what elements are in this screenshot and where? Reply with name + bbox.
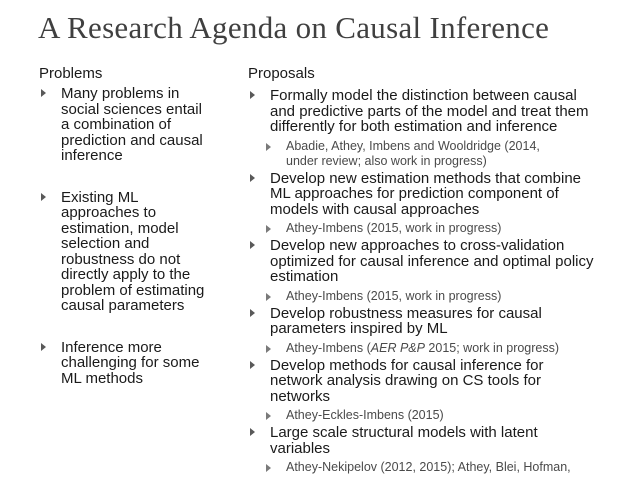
proposal-line: ML approaches for prediction component of	[270, 185, 559, 202]
proposal-reference	[248, 408, 638, 423]
problem-line: challenging for some	[61, 354, 200, 371]
reference-line: Athey-Nekipelov (2012, 2015); Athey, Blei, Hofman,	[286, 460, 571, 474]
proposal-line: differently for both estimation and inference	[270, 118, 558, 135]
problems-list	[39, 86, 229, 412]
proposal-line: parameters inspired by ML	[270, 320, 448, 337]
proposal-item	[248, 238, 638, 285]
problem-line: Many problems in	[61, 85, 180, 102]
proposal-line: models with causal approaches	[270, 200, 480, 218]
problem-line: a combination of	[61, 116, 172, 133]
problem-line: prediction and causal	[61, 131, 203, 149]
problem-item	[39, 86, 229, 164]
proposal-item	[248, 171, 638, 218]
problem-line: social sciences entail	[61, 100, 202, 118]
proposal-item	[248, 88, 638, 135]
problem-item	[39, 340, 229, 387]
reference-line: Athey-Imbens (2015, work in progress)	[286, 221, 502, 235]
problem-line: ML methods	[61, 369, 143, 387]
proposal-line: optimized for causal inference and optimal policy	[270, 252, 594, 270]
proposal-line: Develop methods for causal inference for	[270, 356, 544, 374]
bullet-arrow-icon	[266, 225, 271, 233]
problem-line: directly apply to the	[61, 266, 191, 283]
proposal-line: and predictive parts of the model and treat them	[270, 102, 589, 120]
bullet-arrow-icon	[41, 89, 46, 97]
bullet-arrow-icon	[266, 293, 271, 301]
bullet-arrow-icon	[250, 428, 255, 436]
bullet-arrow-icon	[250, 361, 255, 369]
proposal-item	[248, 306, 638, 337]
proposal-line: Large scale structural models with latent	[270, 424, 538, 441]
proposal-line: Formally model the distinction between causal	[270, 87, 577, 104]
proposal-line: variables	[270, 439, 331, 457]
bullet-arrow-icon	[250, 91, 255, 99]
problem-line: selection and	[61, 235, 150, 252]
proposal-line: Develop robustness measures for causal	[270, 304, 542, 322]
reference-text: Athey-Imbens (	[286, 340, 371, 355]
problem-line: estimation, model	[61, 219, 179, 237]
bullet-arrow-icon	[266, 143, 271, 151]
problem-item	[39, 190, 229, 314]
bullet-arrow-icon	[41, 193, 46, 201]
bullet-arrow-icon	[266, 345, 271, 353]
problem-line: Existing ML	[61, 188, 139, 206]
proposal-item	[248, 358, 638, 405]
bullet-arrow-icon	[266, 412, 271, 420]
reference-line: Athey-Imbens (2015, work in progress)	[286, 288, 502, 303]
problem-line: Inference more	[61, 338, 162, 356]
reference-line: under review; also work in progress)	[286, 153, 487, 168]
slide-title: A Research Agenda on Causal Inference	[38, 10, 550, 45]
problem-line: problem of estimating	[61, 281, 205, 299]
proposal-item	[248, 425, 638, 456]
proposals-list	[248, 86, 638, 475]
bullet-arrow-icon	[250, 309, 255, 317]
reference-journal: AER P&P	[370, 340, 425, 355]
problem-line: inference	[61, 147, 123, 164]
proposal-reference	[248, 460, 638, 475]
proposal-line: Develop new estimation methods that combine	[270, 169, 582, 187]
reference-text: 2015; work in progress)	[424, 340, 560, 355]
proposal-reference	[248, 341, 638, 356]
proposal-reference	[248, 139, 638, 169]
reference-line: Abadie, Athey, Imbens and Wooldridge (2014,	[286, 138, 540, 153]
proposal-reference	[248, 289, 638, 304]
bullet-arrow-icon	[41, 343, 46, 351]
bullet-arrow-icon	[266, 464, 271, 472]
proposals-heading: Proposals	[248, 65, 315, 82]
proposal-line: network analysis drawing on CS tools for	[270, 372, 541, 389]
proposal-line: estimation	[270, 268, 339, 285]
proposal-line: networks	[270, 387, 331, 405]
problem-line: approaches to	[61, 204, 157, 221]
bullet-arrow-icon	[250, 174, 255, 182]
bullet-arrow-icon	[250, 241, 255, 249]
reference-line: Athey-Eckles-Imbens (2015)	[286, 408, 444, 422]
problems-heading: Problems	[39, 65, 103, 82]
reference-line	[286, 341, 638, 356]
proposal-line: Develop new approaches to cross-validation	[270, 237, 565, 254]
problem-line: causal parameters	[61, 297, 185, 314]
problem-line: robustness do not	[61, 250, 181, 268]
proposal-reference	[248, 221, 638, 236]
